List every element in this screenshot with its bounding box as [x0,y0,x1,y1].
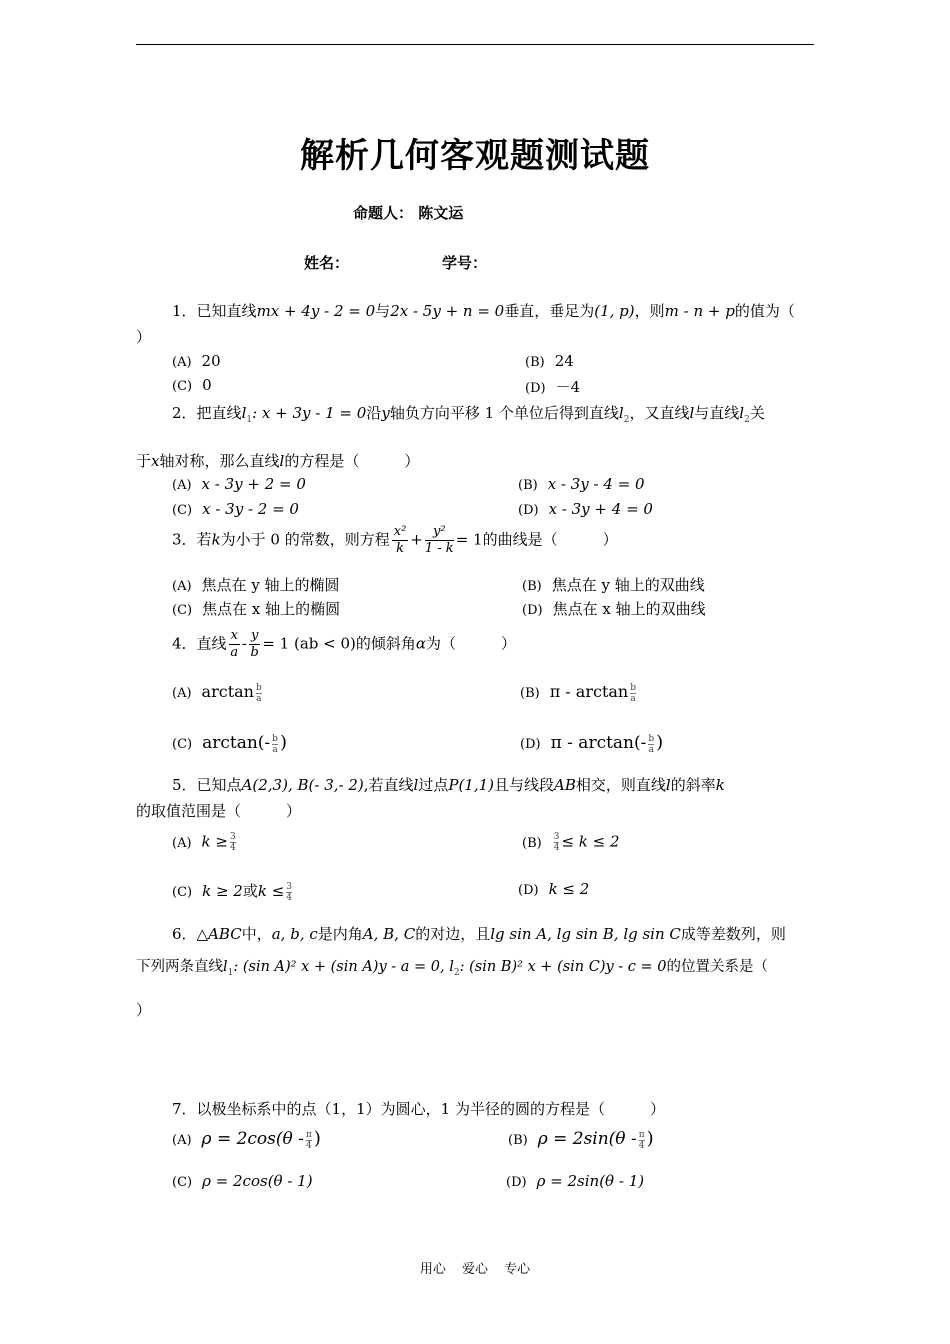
question-3-option-a: (A) 焦点在 y 轴上的椭圆 [172,576,340,594]
header-rule [136,44,814,45]
question-5-option-b: (B) $\frac{3}{4}$ ≤ k ≤ 2 [522,832,620,853]
question-3-stem: 3．若k为小于 0 的常数，则方程 $\frac{\text{x²}}{k}$ + $\frac{\text{y²}}{1 - k}$ = 1的曲线是（ ） [172,524,618,556]
question-3-option-d: (D) 焦点在 x 轴上的双曲线 [522,600,706,618]
question-5-option-a: (A) k ≥ $\frac{3}{4}$ [172,832,236,853]
question-4-option-d: (D) π - arctan(- $\frac{b}{a}$ ) [520,732,664,755]
question-3-option-c: (C) 焦点在 x 轴上的椭圆 [172,600,341,618]
footer-text-2: 爱心 [461,1262,488,1277]
author-line [353,202,463,223]
question-5-option-d: (D) k ≤ 2 [518,880,590,898]
question-1-option-a: (A) 20 [172,352,221,370]
question-2-stem-cont: 于x轴对称，那么直线l的方程是（ ） [136,452,420,470]
question-7-stem: 7．以极坐标系中的点（1，1）为圆心，1 为半径的圆的方程是（ ） [172,1100,665,1118]
question-7-option-c: (C) ρ = 2cos(θ - 1) [172,1172,313,1190]
question-5-stem: 5．已知点A(2,3), B(- 3,- 2),若直线l过点P(1,1)且与线段AB相交，则直线l的斜率k [172,776,725,794]
question-4-option-c: (C) arctan(- $\frac{b}{a}$ ) [172,732,287,755]
question-7-option-b: (B) ρ = 2sin(θ - $\frac{\pi}{4}$ ) [508,1128,654,1151]
question-5-stem-cont: 的取值范围是（ ） [136,802,302,820]
question-2-option-a: (A) x - 3y + 2 = 0 [172,475,306,493]
question-2-option-c: (C) x - 3y - 2 = 0 [172,500,299,518]
question-4-option-a: (A) arctan $\frac{b}{a}$ [172,682,262,704]
question-6-stem: 6．△ABC中，a, b, c是内角A, B, C的对边，且lg sin A, lg sin B, lg sin C成等差数列，则 [172,925,786,943]
question-2-option-b: (B) x - 3y - 4 = 0 [518,475,645,493]
footer-text-3: 专心 [504,1262,531,1277]
author-name: 陈文运 [418,204,464,222]
question-1-option-c: (C) 0 [172,376,212,394]
question-4-stem: 4．直线 $\frac{x}{a}$ - $\frac{y}{b}$ = 1 (ab < 0)的倾斜角α为（ ） [172,628,517,660]
question-1-option-b: (B) 24 [525,352,574,370]
question-6-stem-cont: 下列两条直线$l_1$: (sin A)² x + (sin A)y - a = 0, $l_2$: (sin B)² x + (sin C)y - c = 0的位置关系是（ [136,959,769,978]
page-footer [0,1258,950,1277]
question-1-stem: 1．已知直线mx + 4y - 2 = 0与2x - 5y + n = 0垂直，垂足为(1, p)，则m - n + p的值为（ [172,302,795,320]
question-1-stem-close: ） [136,328,152,346]
question-6-stem-close: ） [136,1001,152,1019]
question-5-option-c: (C) k ≥ 2或k ≤ $\frac{3}{4}$ [172,881,293,903]
question-1-option-d: (D) －4 [525,378,581,396]
question-3-option-b: (B) 焦点在 y 轴上的双曲线 [522,576,705,594]
question-7-option-a: (A) ρ = 2cos(θ - $\frac{\pi}{4}$ ) [172,1128,321,1151]
author-label: 命题人： [353,204,414,222]
footer-text-1: 用心 [419,1262,446,1277]
question-4-option-b: (B) π - arctan $\frac{b}{a}$ [520,682,636,704]
student-id-label: 学号： [442,254,488,272]
page-title: 解析几何客观题测试题 [300,136,650,176]
question-2-stem: 2．把直线$l_1$: x + 3y - 1 = 0沿y轴负方向平移 1 个单位后得到直线$l_2$，又直线l与直线$l_2$关 [172,404,765,425]
question-2-option-d: (D) x - 3y + 4 = 0 [518,500,653,518]
question-7-option-d: (D) ρ = 2sin(θ - 1) [506,1172,645,1190]
name-label: 姓名： [304,254,350,272]
